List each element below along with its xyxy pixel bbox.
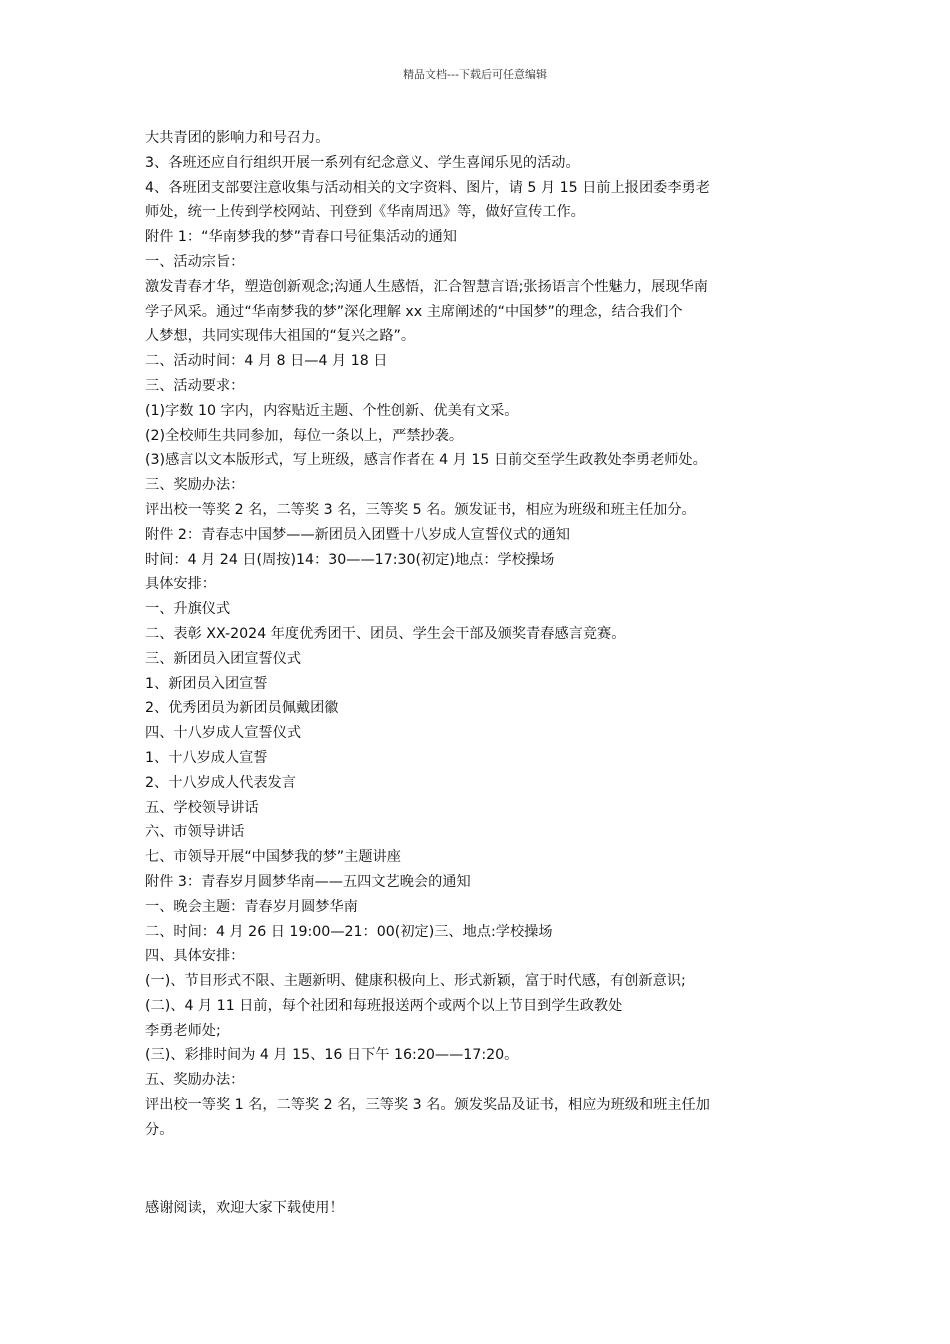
body-line: 3、各班还应自行组织开展一系列有纪念意义、学生喜闻乐见的活动。	[145, 154, 580, 171]
list-item: 1、新团员入团宣誓	[145, 675, 268, 692]
attachment-2-title: 附件 2：青春志中国梦——新团员入团暨十八岁成人宣誓仪式的通知	[145, 526, 570, 543]
list-item: 七、市领导开展“中国梦我的梦”主题讲座	[145, 849, 401, 866]
body-line: 评出校一等奖 2 名，二等奖 3 名，三等奖 5 名。颁发证书，相应为班级和班主任加分。	[145, 501, 696, 518]
body-line: 激发青春才华，塑造创新观念;沟通人生感悟，汇合智慧言语;张扬语言个性魅力，展现华南	[145, 278, 708, 295]
section-heading: 三、活动要求：	[145, 377, 245, 394]
page-header: 精品文档---下载后可任意编辑	[403, 68, 547, 81]
list-item: 五、学校领导讲话	[145, 799, 259, 816]
section-heading: 一、晚会主题：青春岁月圆梦华南	[145, 898, 358, 915]
document-body	[145, 126, 810, 1143]
closing-note: 感谢阅读，欢迎大家下载使用！	[145, 1200, 344, 1216]
section-heading: 二、活动时间：4 月 8 日—4 月 18 日	[145, 353, 388, 370]
section-heading: 一、活动宗旨：	[145, 253, 245, 270]
body-line: 学子风采。通过“华南梦我的梦”深化理解 xx 主席阐述的“中国梦”的理念，结合我们个	[145, 303, 683, 320]
list-item: 2、十八岁成人代表发言	[145, 774, 296, 791]
list-item: 六、市领导讲话	[145, 824, 245, 841]
body-line: 分。	[145, 1121, 174, 1138]
list-item: (3)感言以文本版形式，写上班级，感言作者在 4 月 15 日前交至学生政教处李勇老师处。	[145, 452, 707, 469]
section-heading: 五、奖励办法：	[145, 1072, 245, 1089]
list-item: (三)、彩排时间为 4 月 15、16 日下午 16:20——17:20。	[145, 1047, 519, 1064]
list-item: 李勇老师处;	[145, 1022, 221, 1039]
list-item: (一)、节目形式不限、主题新明、健康积极向上、形式新颖，富于时代感，有创新意识;	[145, 973, 686, 990]
section-heading: 四、具体安排：	[145, 948, 245, 965]
list-item: 1、十八岁成人宣誓	[145, 749, 268, 766]
body-line: 评出校一等奖 1 名，二等奖 2 名，三等奖 3 名。颁发奖品及证书，相应为班级和班主任加	[145, 1097, 710, 1114]
list-item: 一、升旗仪式	[145, 601, 231, 618]
list-item: (1)字数 10 字内，内容贴近主题、个性创新、优美有文采。	[145, 402, 519, 419]
list-item: 四、十八岁成人宣誓仪式	[145, 725, 302, 742]
body-line: 大共青团的影响力和号召力。	[145, 130, 330, 146]
body-line: 时间：4 月 24 日(周按)14：30——17:30(初定)地点：学校操场	[145, 551, 555, 568]
section-heading: 三、奖励办法：	[145, 477, 245, 494]
section-heading: 二、时间：4 月 26 日 19:00—21：00(初定)三、地点:学校操场	[145, 923, 553, 940]
section-heading: 具体安排：	[145, 576, 216, 593]
list-item: 二、表彰 XX-2024 年度优秀团干、团员、学生会干部及颁奖青春感言竞赛。	[145, 625, 626, 642]
list-item: 三、新团员入团宣誓仪式	[145, 650, 302, 667]
list-item: 2、优秀团员为新团员佩戴团徽	[145, 700, 339, 717]
body-line: 4、各班团支部要注意收集与活动相关的文字资料、图片，请 5 月 15 日前上报团委李勇老	[145, 179, 710, 196]
attachment-3-title: 附件 3：青春岁月圆梦华南——五四文艺晚会的通知	[145, 873, 471, 890]
list-item: (2)全校师生共同参加，每位一条以上，严禁抄袭。	[145, 427, 464, 444]
attachment-1-title: 附件 1：“华南梦我的梦”青春口号征集活动的通知	[145, 229, 457, 246]
body-line: 人梦想，共同实现伟大祖国的“复兴之路”。	[145, 328, 416, 345]
body-line: 师处，统一上传到学校网站、刊登到《华南周迅》等，做好宣传工作。	[145, 204, 585, 221]
list-item: (二)、4 月 11 日前，每个社团和每班报送两个或两个以上节目到学生政教处	[145, 997, 623, 1014]
